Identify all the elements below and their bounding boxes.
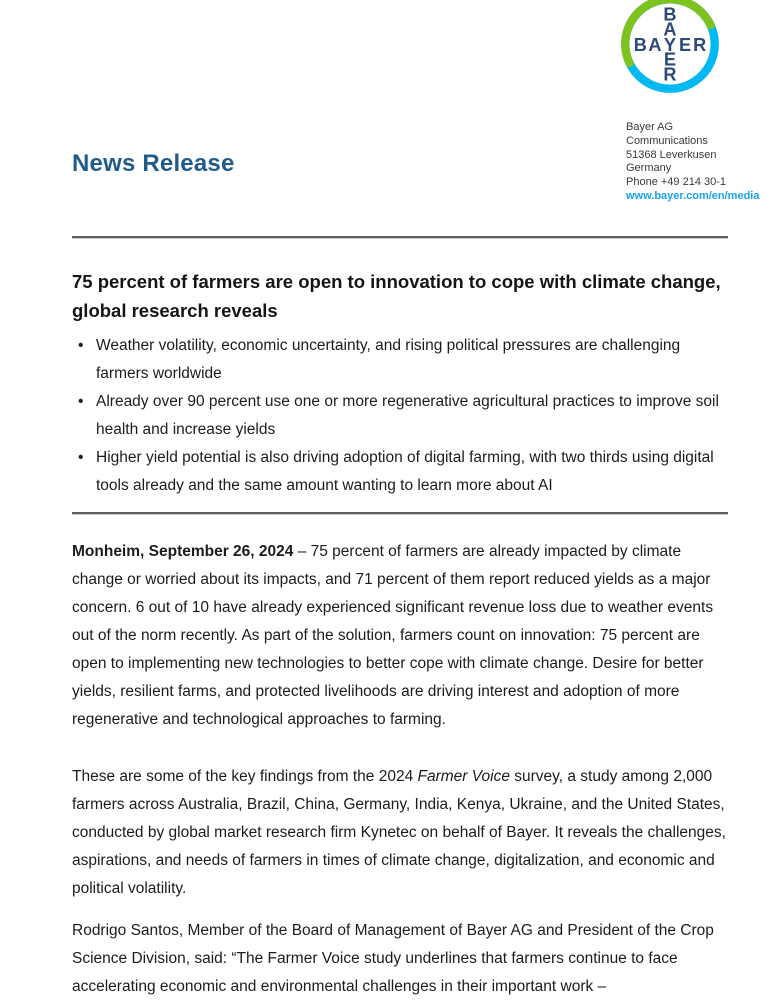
logo-letter: A: [648, 34, 662, 55]
logo-letter: E: [663, 49, 677, 70]
paragraph-text: Rodrigo Santos, Member of the Board of Management of Bayer AG and President of the Crop Science Division, said: “The Farmer Voice study underlines that farmers continue to face accelerating economic and environmental challenges in their important work –: [72, 922, 714, 995]
paragraph-text: survey, a study among 2,000 farmers across Australia, Brazil, China, Germany, India, Kenya, Ukraine, and the United States, conducted by global market research firm Kynetec on behalf of Bayer. It reveals the challenges, aspirations, and needs of farmers in times of climate change, digitalization, and economic and political volatility.: [72, 768, 726, 897]
list-item-text: Weather volatility, economic uncertainty, and rising political pressures are challenging farmers worldwide: [96, 337, 681, 382]
list-item: [72, 332, 720, 388]
list-item: [72, 444, 720, 500]
paragraph-text: These are some of the key findings from the 2024: [72, 768, 418, 785]
contact-block: [626, 121, 771, 204]
logo-letter: E: [679, 34, 692, 55]
horizontal-rule-divider: [72, 512, 728, 515]
paragraph-quote: [72, 917, 730, 1000]
horizontal-rule-top: [72, 236, 728, 239]
bullet-icon: •: [78, 337, 84, 354]
list-item: [72, 388, 720, 444]
dateline: Monheim, September 26, 2024: [72, 543, 294, 560]
survey-name: Farmer Voice: [417, 768, 510, 785]
contact-company: Bayer AG: [626, 121, 674, 133]
logo-letter: B: [633, 34, 647, 55]
logo-letter: A: [663, 19, 677, 40]
logo-letter: B: [663, 4, 677, 25]
bayer-logo: [618, 0, 722, 96]
bullet-icon: •: [78, 449, 84, 466]
headline: 75 percent of farmers are open to innovation to cope with climate change, global research reveals: [72, 271, 721, 321]
bayer-cross-icon: [618, 0, 722, 96]
logo-letter: Y: [663, 34, 677, 55]
contact-postcode-city: 51368 Leverkusen: [626, 148, 717, 161]
list-item-text: Higher yield potential is also driving adoption of digital farming, with two thirds using digital tools already and the same amount wanting to learn more about AI: [96, 449, 714, 494]
paragraph-text: – 75 percent of farmers are already impacted by climate change or worried about its impacts, and 71 percent of them report reduced yields as a major concern. 6 out of 10 have already experienced significant revenue loss due to weather events out of the norm recently. As part of the solution, farmers count on innovation: 75 percent are open to implementing new technologies to better cope with climate change. Desire for better yields, resilient farms, and protected livelihoods are driving interest and adoption of more regenerative and technological approaches to farming.: [72, 543, 714, 728]
logo-letter: R: [663, 64, 677, 85]
paragraph-survey: [72, 763, 730, 903]
bullet-icon: •: [78, 393, 84, 410]
kicker-news-release: News Release: [72, 150, 235, 177]
contact-phone: Phone +49 214 30-1: [626, 176, 727, 189]
contact-department: Communications: [626, 134, 708, 147]
logo-letter: R: [693, 34, 707, 55]
contact-country: Germany: [626, 162, 672, 175]
list-item-text: Already over 90 percent use one or more regenerative agricultural practices to improve soil health and increase yields: [96, 393, 719, 438]
media-link[interactable]: www.bayer.com/en/media: [626, 189, 760, 202]
paragraph-dateline: [72, 538, 730, 734]
key-points-list: [72, 332, 720, 500]
